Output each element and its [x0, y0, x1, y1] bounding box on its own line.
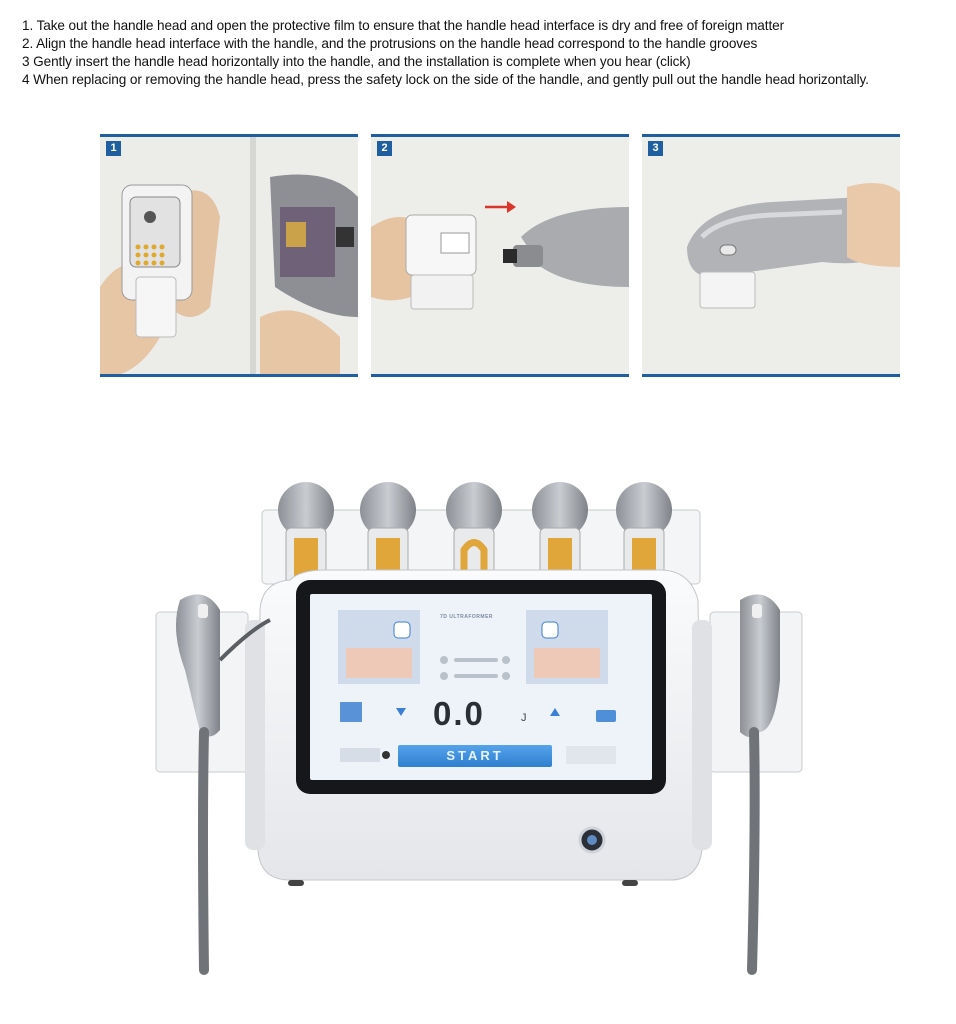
step-1-photo [100, 134, 358, 377]
step-2-badge: 2 [377, 141, 392, 156]
instruction-list [22, 17, 942, 89]
step-1-badge: 1 [106, 141, 121, 156]
screen-brand-text: 7D ULTRAFORMER [440, 614, 494, 620]
step-3-illustration [642, 137, 900, 377]
step-2-photo [371, 134, 629, 377]
energy-unit: J [521, 712, 527, 724]
step-3-badge: 3 [648, 141, 663, 156]
step-2-illustration [371, 137, 629, 377]
instruction-line-3: 3 Gently insert the handle head horizontally into the handle, and the installation is complete when you hear (click) [22, 54, 691, 69]
instruction-line-1: 1. Take out the handle head and open the protective film to ensure that the handle head interface is dry and free of foreign matter [22, 18, 785, 33]
instruction-line-4: 4 When replacing or removing the handle head, press the safety lock on the side of the handle, and gently pull out the handle head horizontally. [22, 72, 869, 87]
start-button[interactable]: START [398, 745, 552, 767]
instruction-line-2: 2. Align the handle head interface with the handle, and the protrusions on the handle head correspond to the handle grooves [22, 36, 758, 51]
step-1-illustration [100, 137, 358, 377]
energy-value: 0.0 [433, 695, 485, 732]
step-3-photo [642, 134, 900, 377]
